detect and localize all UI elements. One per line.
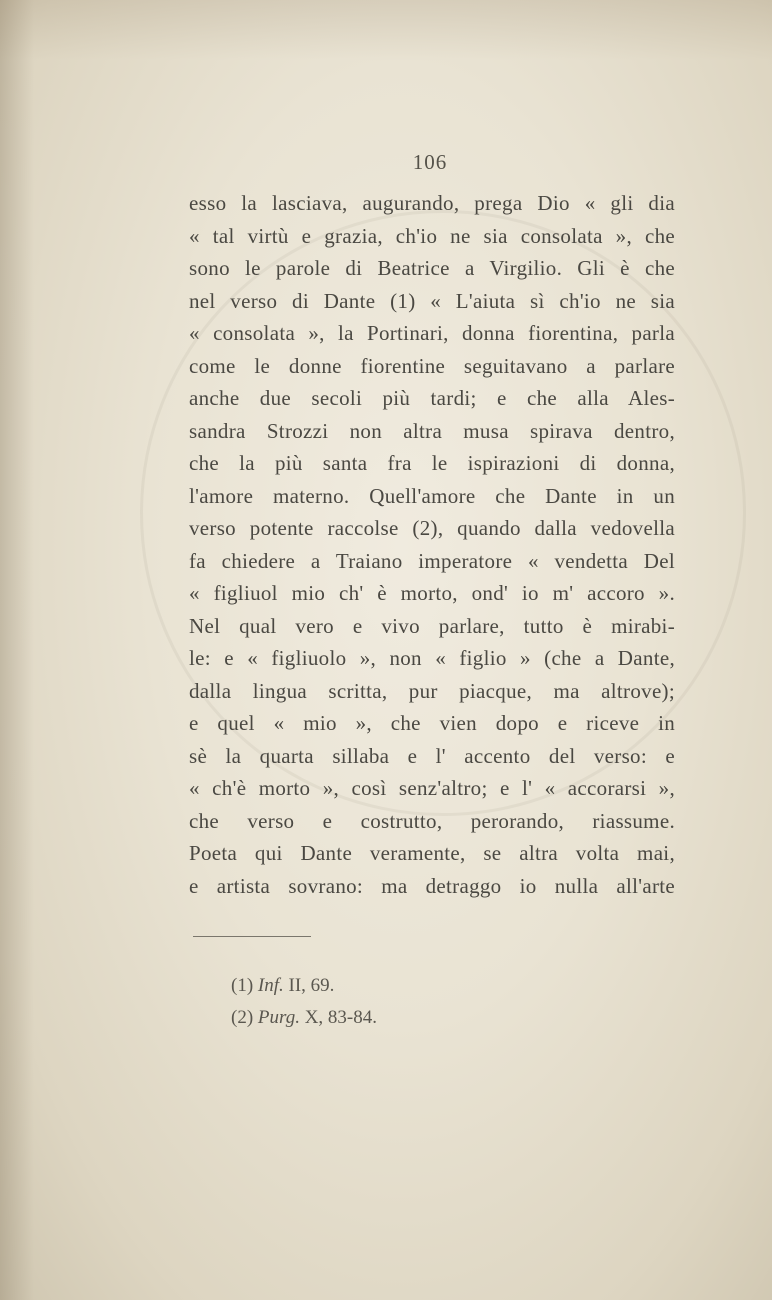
text-line: esso la lasciava, augurando, prega Dio « gli dia xyxy=(189,191,675,215)
text-line: e artista sovrano: ma detraggo io nulla all'arte xyxy=(189,873,675,898)
text-line: che verso e costrutto, perorando, riassume. xyxy=(189,808,675,833)
text-line: nel verso di Dante (1) « L'aiuta sì ch'io ne sia xyxy=(189,288,675,313)
text-line: « figliuol mio ch' è morto, ond' io m' accoro ». xyxy=(189,581,675,605)
text-line: dalla lingua scritta, pur piacque, ma altrove); xyxy=(189,678,675,703)
text-line: fa chiedere a Traiano imperatore « vendetta Del xyxy=(189,548,675,573)
text-line: Nel qual vero e vivo parlare, tutto è mirabi- xyxy=(189,613,675,638)
page-number: 106 xyxy=(412,150,448,174)
text-line: anche due secoli più tardi; e che alla Ales- xyxy=(189,386,675,410)
footnote-loc: X, 83-84. xyxy=(304,1007,378,1028)
page-top-shadow xyxy=(0,0,772,60)
text-line: sandra Strozzi non altra musa spirava dentro, xyxy=(189,418,675,443)
footnote-rule xyxy=(193,936,311,937)
text-line: l'amore materno. Quell'amore che Dante in un xyxy=(189,483,675,508)
text-line: verso potente raccolse (2), quando dalla vedovella xyxy=(189,516,675,540)
footnote xyxy=(231,970,377,1002)
text-line: come le donne fiorentine seguitavano a parlare xyxy=(189,353,675,378)
text-line: sè la quarta sillaba e l' accento del verso: e xyxy=(189,743,675,768)
text-line: « consolata », la Portinari, donna fiorentina, parla xyxy=(189,321,675,345)
footnote-mark: (2) xyxy=(231,1007,254,1028)
text-line: « tal virtù e grazia, ch'io ne sia consolata », che xyxy=(189,223,675,248)
text-line: sono le parole di Beatrice a Virgilio. Gli è che xyxy=(189,256,675,280)
text-line: « ch'è morto », così senz'altro; e l' « accorarsi », xyxy=(189,776,675,800)
footnote-mark: (1) xyxy=(231,975,254,996)
text-line: che la più santa fra le ispirazioni di donna, xyxy=(189,451,675,475)
footnotes xyxy=(231,970,377,1034)
text-line: Poeta qui Dante veramente, se altra volta mai, xyxy=(189,841,675,865)
page-edge-shadow xyxy=(0,0,34,1300)
text-line: e quel « mio », che vien dopo e riceve in xyxy=(189,711,675,735)
footnote-ref: Inf. xyxy=(257,975,284,996)
body-text xyxy=(189,187,675,902)
footnote-loc: II, 69. xyxy=(288,975,335,996)
footnote-ref: Purg. xyxy=(257,1007,300,1028)
footnote xyxy=(231,1002,377,1034)
text-line: le: e « figliuolo », non « figlio » (che a Dante, xyxy=(189,646,675,670)
